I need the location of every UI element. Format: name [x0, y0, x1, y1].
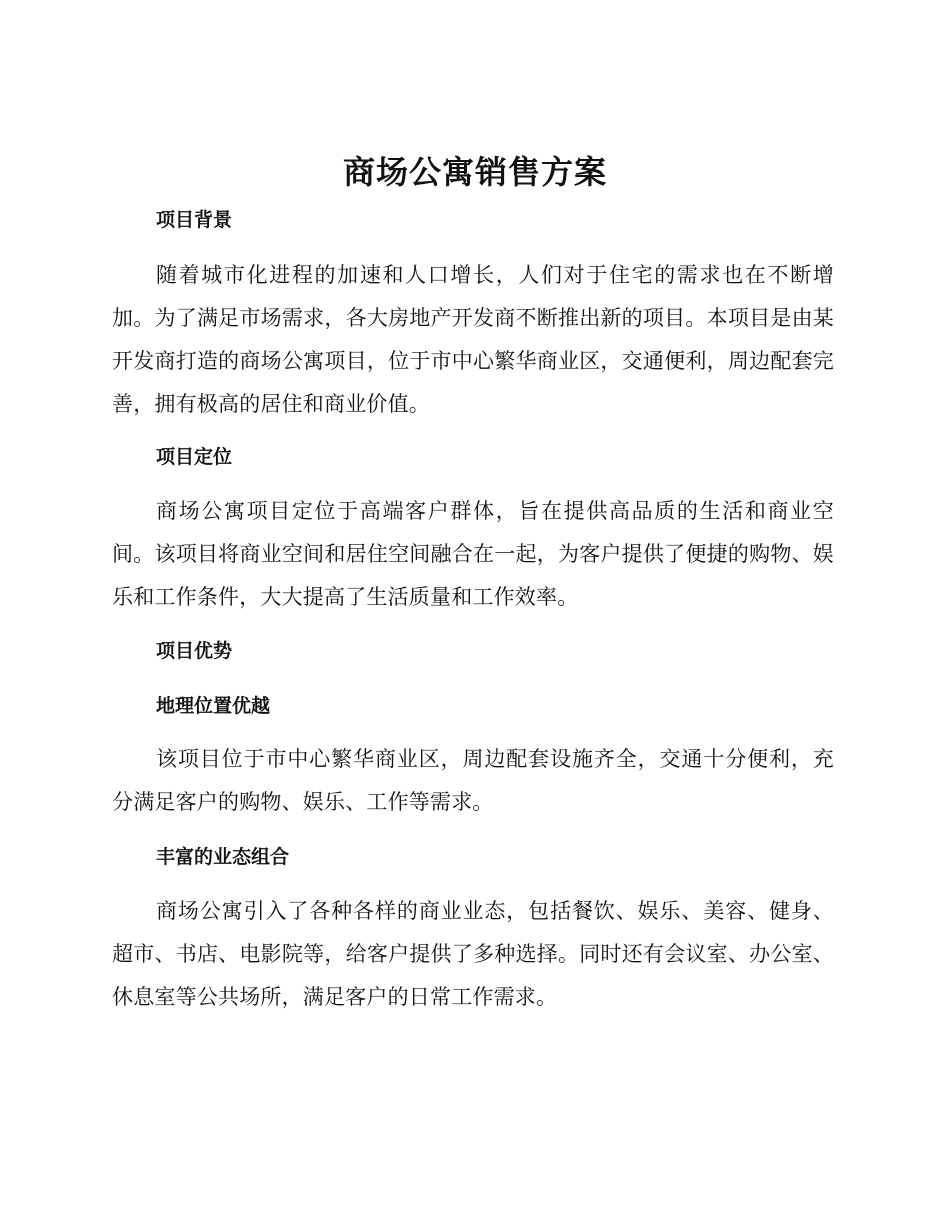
- subsection-paragraph-business-mix: 商场公寓引入了各种各样的商业业态，包括餐饮、娱乐、美容、健身、超市、书店、电影院等，给客户提供了多种选择。同时还有会议室、办公室、休息室等公共场所，满足客户的日常工作需求。: [112, 899, 834, 1009]
- document-title: 商场公寓销售方案: [342, 153, 607, 191]
- section-paragraph-positioning: 商场公寓项目定位于高端客户群体，旨在提供高品质的生活和商业空间。该项目将商业空间和居住空间融合在一起，为客户提供了便捷的购物、娱乐和工作条件，大大提高了生活质量和工作效率。: [112, 499, 834, 609]
- subsection-heading-business-mix: 丰富的业态组合: [156, 846, 290, 868]
- section-heading-positioning: 项目定位: [156, 446, 233, 468]
- section-heading-advantages: 项目优势: [156, 640, 233, 662]
- subsection-heading-location: 地理位置优越: [156, 695, 271, 717]
- section-paragraph-background: 随着城市化进程的加速和人口增长，人们对于住宅的需求也在不断增加。为了满足市场需求，各大房地产开发商不断推出新的项目。本项目是由某开发商打造的商场公寓项目，位于市中心繁华商业区，交通便利，周边配套完善，拥有极高的居住和商业价值。: [112, 263, 834, 416]
- section-heading-background: 项目背景: [156, 209, 233, 231]
- subsection-paragraph-location: 该项目位于市中心繁华商业区，周边配套设施齐全，交通十分便利，充分满足客户的购物、娱乐、工作等需求。: [112, 747, 834, 814]
